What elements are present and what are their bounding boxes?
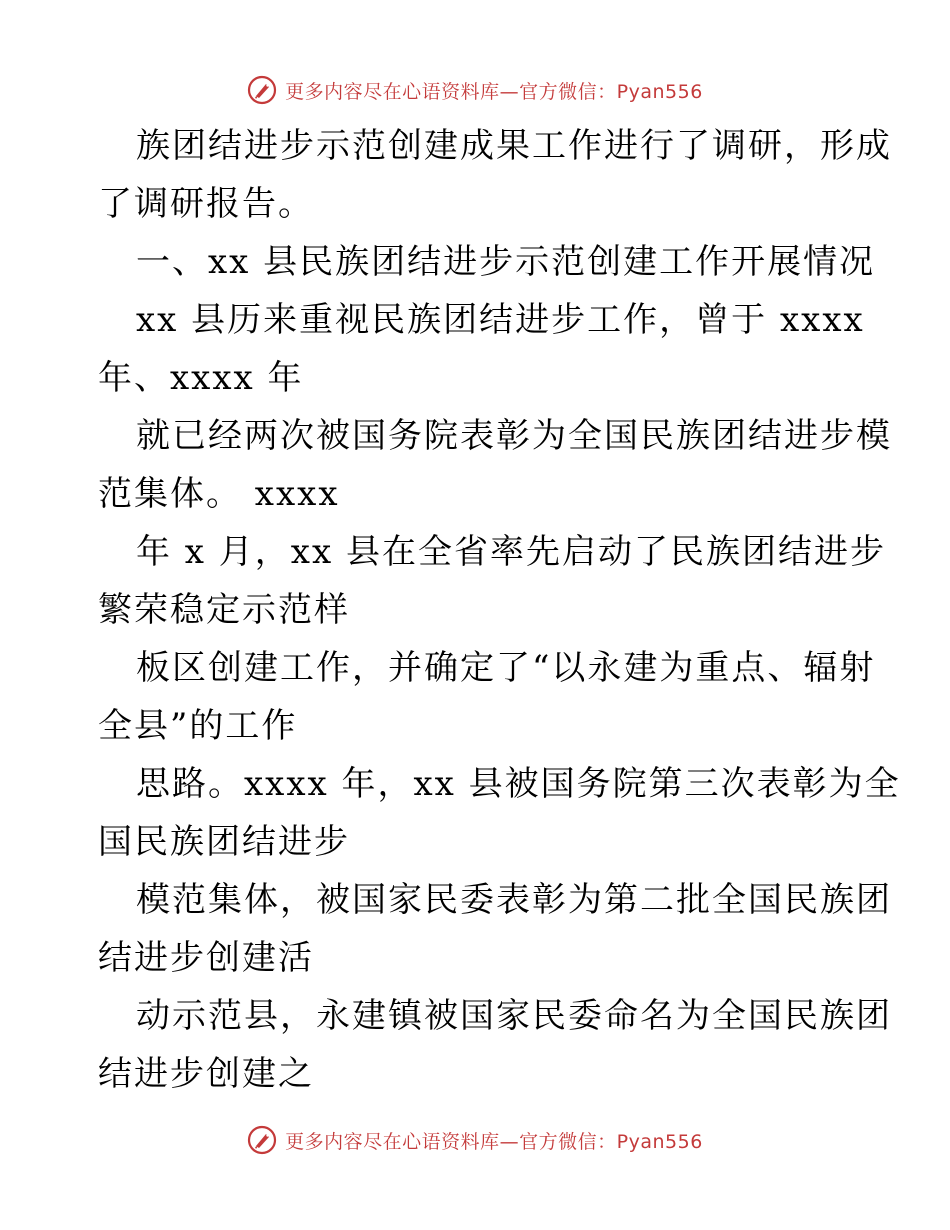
text-line: 思路。xxxx 年，xx 县被国务院第三次表彰为全 (136, 764, 901, 804)
text-line: 年、xxxx 年 (98, 358, 304, 398)
document-body (98, 117, 901, 1103)
text-line: 结进步创建之 (98, 1054, 314, 1094)
text-line: 就已经两次被国务院表彰为全国民族团结进步模 (136, 416, 892, 456)
text-line: 板区创建工作，并确定了“以永建为重点、辐射 (136, 648, 876, 688)
banner-text: 更多内容尽在心语资料库—官方微信：Pyan556 (285, 1130, 703, 1153)
text-line: 族团结进步示范创建成果工作进行了调研，形成 (136, 126, 892, 166)
text-line: 一、xx 县民族团结进步示范创建工作开展情况 (136, 242, 876, 282)
text-line: xx 县历来重视民族团结进步工作，曾于 xxxx (136, 300, 865, 340)
text-line: 繁荣稳定示范样 (98, 590, 350, 630)
text-line: 全县”的工作 (98, 706, 298, 746)
pen-nib-icon (247, 1125, 277, 1155)
pen-nib-icon (247, 75, 277, 105)
text-line: 模范集体，被国家民委表彰为第二批全国民族团 (136, 880, 892, 920)
banner-text: 更多内容尽在心语资料库—官方微信：Pyan556 (285, 80, 703, 103)
header-banner (0, 70, 950, 110)
text-line: 结进步创建活 (98, 938, 314, 978)
text-line: 国民族团结进步 (98, 822, 350, 862)
text-line: 年 x 月，xx 县在全省率先启动了民族团结进步 (136, 532, 886, 572)
text-line: 了调研报告。 (98, 184, 314, 224)
text-line: 范集体。 xxxx (98, 474, 340, 514)
footer-banner (0, 1120, 950, 1160)
text-line: 动示范县，永建镇被国家民委命名为全国民族团 (136, 996, 892, 1036)
